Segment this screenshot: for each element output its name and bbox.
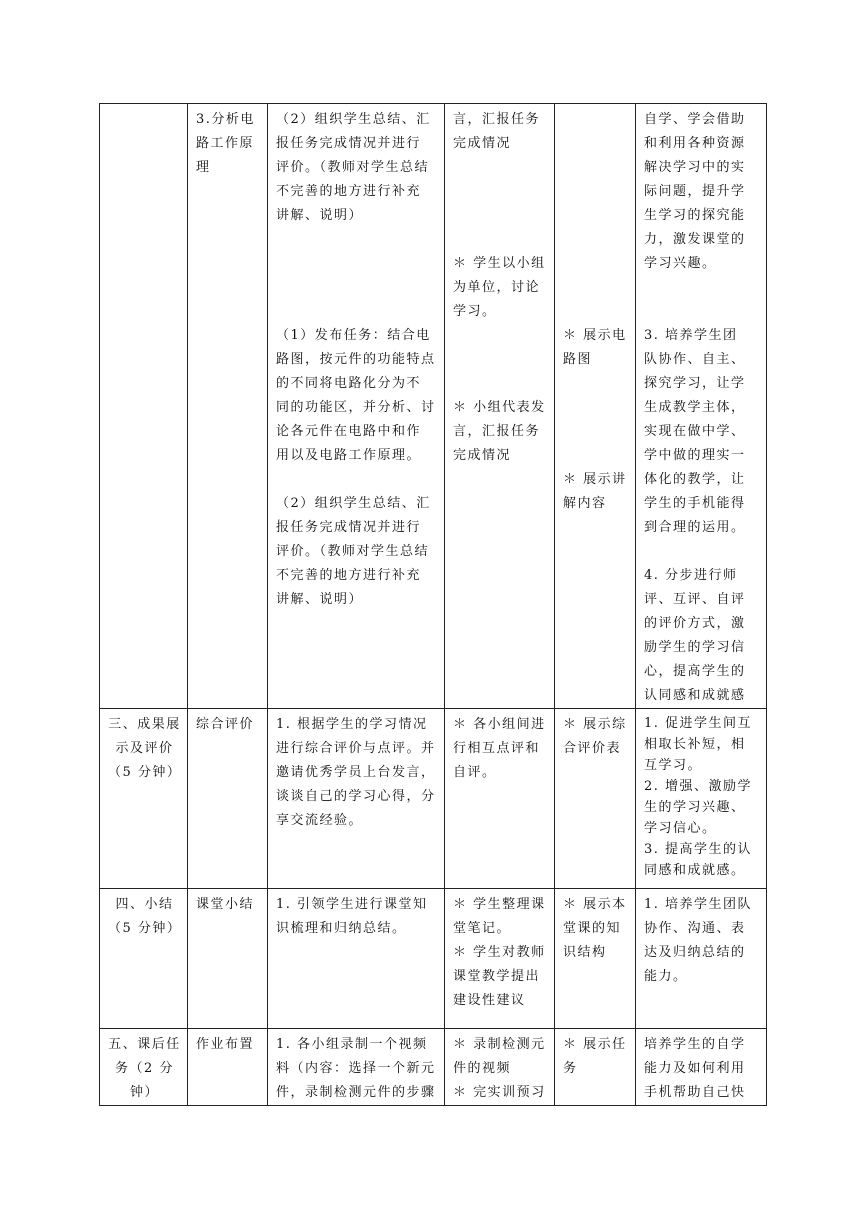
cell-text-line: 示及评价 <box>115 741 174 756</box>
cell-text-line: 培养学生的自学 <box>644 1037 746 1052</box>
cell-text-line: 互学习。 <box>644 758 703 773</box>
cell-text-line: 用以及电路工作原理。 <box>276 448 422 463</box>
cell-text-line: 料（内容：选择一个新元 <box>276 1061 436 1076</box>
cell-text-line: 1. 培养学生团队 <box>644 897 753 912</box>
cell-text-line: 识梳理和归纳总结。 <box>276 921 407 936</box>
cell-text-line: （5 分钟） <box>108 921 182 936</box>
cell-text-line: 励学生的学习信 <box>644 640 746 655</box>
cell-text-line: ＊ 各小组间进 <box>453 717 546 732</box>
media-cell <box>555 889 636 1029</box>
cell-text-line: 协作、沟通、表 <box>644 921 746 936</box>
lesson-plan-table <box>99 103 767 1106</box>
cell-text-line: 务 <box>563 1061 578 1076</box>
cell-text-line: 堂课的知 <box>563 921 622 936</box>
cell-text-line: 和利用各种资源 <box>644 136 746 151</box>
cell-text-line: ＊ 完实训预习 <box>453 1085 546 1100</box>
design-intent-cell <box>636 1029 767 1106</box>
cell-text-line: ＊ 展示讲 <box>563 472 627 487</box>
cell-text-line: 学生的手机能得 <box>644 496 746 511</box>
cell-text-line: 3. 培养学生团 <box>644 328 738 343</box>
table-row <box>100 1029 767 1106</box>
cell-text-line: 务（2 分钟） <box>115 1061 174 1100</box>
cell-text-line: 达及归纳总结的 <box>644 945 746 960</box>
cell-text-line: ＊ 展示任 <box>563 1037 627 1052</box>
cell-text-line: 评价。（教师对学生总结 <box>276 544 430 559</box>
cell-text-line: （5 分钟） <box>108 765 182 780</box>
stage-cell <box>100 889 188 1029</box>
stage-cell <box>100 104 188 709</box>
cell-text-line: 建设性建议 <box>453 993 526 1008</box>
cell-text-line: 讲解、说明） <box>276 208 364 223</box>
stage-cell <box>100 709 188 889</box>
cell-text-line: 五、课后任 <box>108 1037 181 1052</box>
cell-text-line: 课堂教学提出 <box>453 969 541 984</box>
cell-text-line: 3. 提高学生的认 <box>644 842 753 857</box>
cell-text-line: 堂笔记。 <box>453 921 512 936</box>
cell-text-line: 路工作原 <box>196 136 255 151</box>
cell-text-line: 同的功能区，并分析、讨 <box>276 400 436 415</box>
student-activity-cell <box>445 889 555 1029</box>
cell-text-line: 心，提高学生的 <box>644 664 746 679</box>
cell-text-line: 3.分析电 <box>196 112 255 127</box>
cell-text-line: 实现在做中学、 <box>644 424 746 439</box>
cell-text-line: 不完善的地方进行补充 <box>276 184 422 199</box>
cell-text-line: 到合理的运用。 <box>644 520 746 535</box>
content-cell <box>188 709 268 889</box>
cell-text-line: 手机帮助自己快 <box>644 1085 746 1100</box>
cell-text-line: 1. 促进学生间互 <box>644 716 753 731</box>
teacher-activity-cell <box>268 104 445 709</box>
cell-text-line: 认同感和成就感 <box>644 688 746 703</box>
content-cell <box>188 104 268 709</box>
cell-text-line: 报任务完成情况并进行 <box>276 136 422 151</box>
cell-text-line: ＊ 展示电 <box>563 328 627 343</box>
cell-text-line: 行相互点评和 <box>453 741 541 756</box>
cell-text-line: 课堂小结 <box>196 897 255 912</box>
cell-text-line: 能力。 <box>644 969 688 984</box>
cell-text-line: 谈谈自己的学习心得，分 <box>276 789 436 804</box>
student-activity-cell <box>445 709 555 889</box>
cell-text-line: 讲解、说明） <box>276 592 364 607</box>
content-cell <box>188 889 268 1029</box>
cell-text-line: 解内容 <box>563 496 607 511</box>
cell-text-line: （2）组织学生总结、汇 <box>276 112 431 127</box>
cell-text-line: 的不同将电路化分为不 <box>276 376 422 391</box>
cell-text-line: ＊ 学生以小组 <box>453 256 546 271</box>
media-cell <box>555 709 636 889</box>
design-intent-cell <box>636 889 767 1029</box>
cell-text-line: （1）发布任务：结合电 <box>276 328 431 343</box>
table-row <box>100 104 767 709</box>
cell-text-line: 识结构 <box>563 945 607 960</box>
cell-text-line: 综合评价 <box>196 717 255 732</box>
cell-text-line: 1. 引领学生进行课堂知 <box>276 897 428 912</box>
cell-text-line: 路图，按元件的功能特点 <box>276 352 436 367</box>
media-cell <box>555 1029 636 1106</box>
student-activity-cell <box>445 1029 555 1106</box>
cell-text-line: ＊ 展示综 <box>563 717 627 732</box>
cell-text-line: 三、成果展 <box>108 717 181 732</box>
cell-text-line: 路图 <box>563 352 593 367</box>
student-activity-cell <box>445 104 555 709</box>
cell-text-line: 1. 根据学生的学习情况 <box>276 717 428 732</box>
cell-text-line: ＊ 学生对教师 <box>453 945 546 960</box>
cell-text-line: 件的视频 <box>453 1061 512 1076</box>
cell-text-line: 言，汇报任务 <box>453 424 541 439</box>
cell-text-line: 自学、学会借助 <box>644 112 746 127</box>
table-row <box>100 889 767 1029</box>
cell-text-line: ＊ 学生整理课 <box>453 897 546 912</box>
cell-text-line: 四、小结 <box>115 897 174 912</box>
cell-text-line: 完成情况 <box>453 136 512 151</box>
cell-text-line: 解决学习中的实 <box>644 160 746 175</box>
cell-text-line: 1. 各小组录制一个视频 <box>276 1037 428 1052</box>
cell-text-line: 同感和成就感。 <box>644 863 746 878</box>
cell-text-line: 理 <box>196 160 211 175</box>
design-intent-cell <box>636 709 767 889</box>
stage-cell <box>100 1029 188 1106</box>
cell-text-line: 邀请优秀学员上台发言， <box>276 765 436 780</box>
table-row <box>100 709 767 889</box>
cell-text-line: 享交流经验。 <box>276 813 364 828</box>
cell-text-line: 件，录制检测元件的步骤 <box>276 1085 436 1100</box>
cell-text-line: （2）组织学生总结、汇 <box>276 496 431 511</box>
teacher-activity-cell <box>268 709 445 889</box>
cell-text-line: 学习信心。 <box>644 821 717 836</box>
content-cell <box>188 1029 268 1106</box>
cell-text-line: 2. 增强、激励学 <box>644 779 753 794</box>
cell-text-line: 探究学习，让学 <box>644 376 746 391</box>
cell-text-line: 合评价表 <box>563 741 622 756</box>
cell-text-line: 言，汇报任务 <box>453 112 541 127</box>
cell-text-line: 自评。 <box>453 765 497 780</box>
design-intent-cell <box>636 104 767 709</box>
cell-text-line: 的评价方式，激 <box>644 616 746 631</box>
cell-text-line: 生成教学主体， <box>644 400 746 415</box>
cell-text-line: 论各元件在电路中和作 <box>276 424 422 439</box>
cell-text-line: 报任务完成情况并进行 <box>276 520 422 535</box>
cell-text-line: ＊ 小组代表发 <box>453 400 546 415</box>
cell-text-line: 评、互评、自评 <box>644 592 746 607</box>
cell-text-line: 队协作、自主、 <box>644 352 746 367</box>
cell-text-line: ＊ 录制检测元 <box>453 1037 546 1052</box>
cell-text-line: 相取长补短，相 <box>644 737 746 752</box>
cell-text-line: 能力及如何利用 <box>644 1061 746 1076</box>
cell-text-line: 学习。 <box>453 304 497 319</box>
teacher-activity-cell <box>268 889 445 1029</box>
cell-text-line: 学中做的理实一 <box>644 448 746 463</box>
cell-text-line: 体化的教学，让 <box>644 472 746 487</box>
cell-text-line: 4. 分步进行师 <box>644 568 738 583</box>
teacher-activity-cell <box>268 1029 445 1106</box>
cell-text-line: 完成情况 <box>453 448 512 463</box>
media-cell <box>555 104 636 709</box>
cell-text-line: 作业布置 <box>196 1037 255 1052</box>
cell-text-line: ＊ 展示本 <box>563 897 627 912</box>
cell-text-line: 际问题，提升学 <box>644 184 746 199</box>
cell-text-line: 学习兴趣。 <box>644 256 717 271</box>
cell-text-line: 生学习的探究能 <box>644 208 746 223</box>
cell-text-line: 评价。（教师对学生总结 <box>276 160 430 175</box>
cell-text-line: 为单位，讨论 <box>453 280 541 295</box>
cell-text-line: 进行综合评价与点评。并 <box>276 741 436 756</box>
cell-text-line: 生的学习兴趣、 <box>644 800 746 815</box>
cell-text-line: 力，激发课堂的 <box>644 232 746 247</box>
cell-text-line: 不完善的地方进行补充 <box>276 568 422 583</box>
